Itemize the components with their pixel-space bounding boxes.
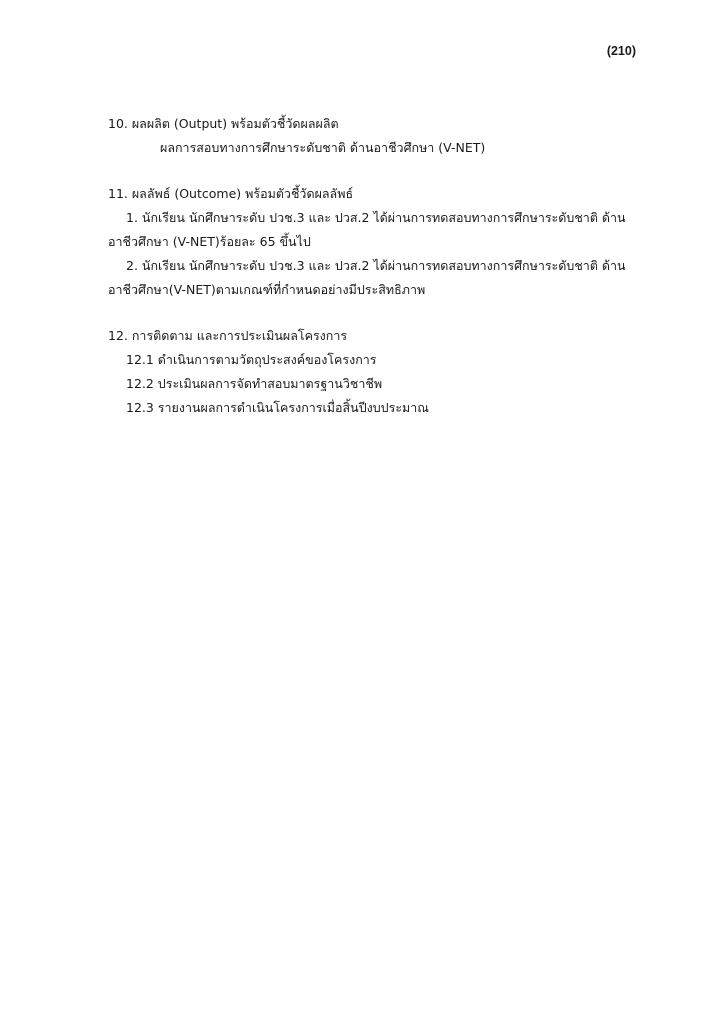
list-item: 12.1 ดำเนินการตามวัตถุประสงค์ของโครงการ — [126, 352, 377, 367]
document-body — [108, 112, 628, 442]
list-item-continuation: อาชีวศึกษา(V-NET)ตามเกณฑ์ที่กำหนดอย่างมีประสิทธิภาพ — [108, 282, 426, 297]
section-heading: 11. ผลลัพธ์ (Outcome) พร้อมตัวชี้วัดผลลัพธ์ — [108, 186, 354, 201]
list-item: 2. นักเรียน นักศึกษาระดับ ปวช.3 และ ปวส.2 ได้ผ่านการทดสอบทางการศึกษาระดับชาติ ด้าน — [126, 258, 626, 273]
section-line: ผลการสอบทางการศึกษาระดับชาติ ด้านอาชีวศึกษา (V-NET) — [160, 140, 486, 155]
section-outcome — [108, 182, 628, 302]
list-item: 12.2 ประเมินผลการจัดทำสอบมาตรฐานวิชาชีพ — [126, 376, 383, 391]
section-output — [108, 112, 628, 160]
list-item: 12.3 รายงานผลการดำเนินโครงการเมื่อสิ้นปีงบประมาณ — [126, 400, 429, 415]
page-number: (210) — [606, 44, 636, 58]
section-heading: 12. การติดตาม และการประเมินผลโครงการ — [108, 328, 348, 343]
section-monitoring — [108, 324, 628, 420]
list-item-continuation: อาชีวศึกษา (V-NET)ร้อยละ 65 ขึ้นไป — [108, 234, 311, 249]
list-item: 1. นักเรียน นักศึกษาระดับ ปวช.3 และ ปวส.2 ได้ผ่านการทดสอบทางการศึกษาระดับชาติ ด้าน — [126, 210, 626, 225]
section-heading: 10. ผลผลิต (Output) พร้อมตัวชี้วัดผลผลิต — [108, 116, 339, 131]
